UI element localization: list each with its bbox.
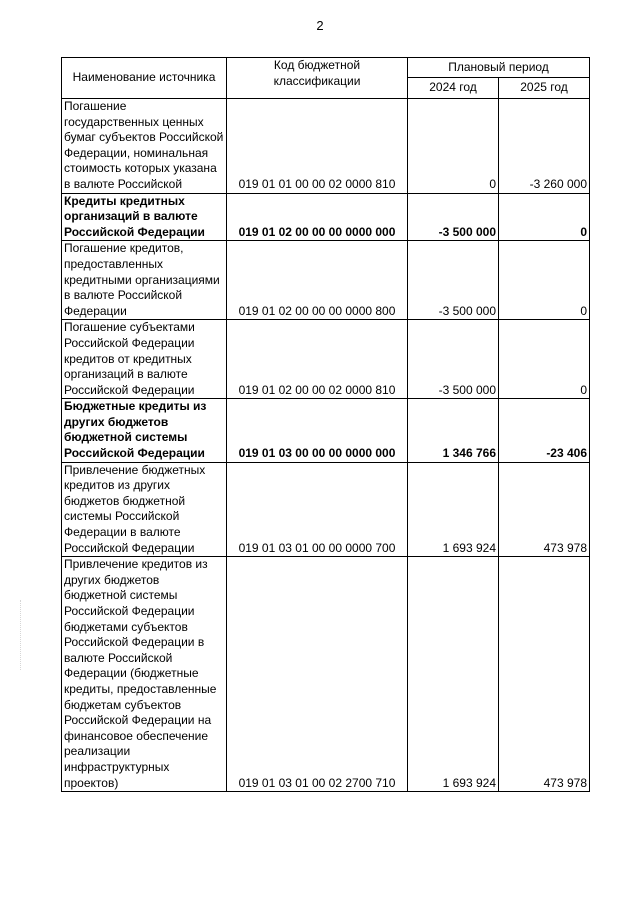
table-row xyxy=(62,399,590,462)
table-row xyxy=(62,320,590,399)
row-source-name: Привлечение кредитов из других бюджетов бюджетной системы Российской Федерации бюджетами субъектов Российской Федерации в валюте Российской Федерации (бюджетные кредиты, предоставленные бюджетам субъектов Российской Федерации на финансовое обеспечение реализации инфраструктурных проектов) xyxy=(62,557,227,792)
row-source-name: Бюджетные кредиты из других бюджетов бюджетной системы Российской Федерации xyxy=(62,399,227,462)
row-value-2024: 1 346 766 xyxy=(408,399,499,462)
row-budget-code: 019 01 02 00 00 00 0000 000 xyxy=(227,193,408,241)
row-value-2024: 1 693 924 xyxy=(408,557,499,792)
row-source-name: Кредиты кредитных организаций в валюте Российской Федерации xyxy=(62,193,227,241)
row-value-2024: 0 xyxy=(408,99,499,194)
row-budget-code: 019 01 01 00 00 02 0000 810 xyxy=(227,99,408,194)
table-row xyxy=(62,462,590,557)
budget-sources-table xyxy=(61,57,590,792)
row-source-name: Погашение кредитов, предоставленных кредитными организациями в валюте Российской Федерации xyxy=(62,241,227,320)
row-value-2024: 1 693 924 xyxy=(408,462,499,557)
header-year-2025: 2025 год xyxy=(499,78,590,99)
header-planning-period: Плановый период xyxy=(408,58,590,78)
row-value-2024: -3 500 000 xyxy=(408,193,499,241)
row-value-2025: 0 xyxy=(499,320,590,399)
row-budget-code: 019 01 02 00 00 00 0000 800 xyxy=(227,241,408,320)
table-row xyxy=(62,99,590,194)
row-value-2024: -3 500 000 xyxy=(408,241,499,320)
page-number: 2 xyxy=(316,18,324,33)
header-year-2024: 2024 год xyxy=(408,78,499,99)
row-source-name: Погашение государственных ценных бумаг субъектов Российской Федерации, номинальная стоимость которых указана в валюте Российской xyxy=(62,99,227,194)
row-value-2025: -23 406 xyxy=(499,399,590,462)
row-value-2024: -3 500 000 xyxy=(408,320,499,399)
row-budget-code: 019 01 02 00 00 02 0000 810 xyxy=(227,320,408,399)
binding-margin-mark xyxy=(20,600,23,670)
row-budget-code: 019 01 03 00 00 00 0000 000 xyxy=(227,399,408,462)
header-budget-code: Код бюджетной классификации xyxy=(227,58,408,99)
row-value-2025: 473 978 xyxy=(499,462,590,557)
row-source-name: Погашение субъектами Российской Федерации кредитов от кредитных организаций в валюте Российской Федерации xyxy=(62,320,227,399)
row-value-2025: 473 978 xyxy=(499,557,590,792)
row-value-2025: -3 260 000 xyxy=(499,99,590,194)
table-row xyxy=(62,557,590,792)
row-value-2025: 0 xyxy=(499,241,590,320)
header-source-name: Наименование источника xyxy=(62,58,227,99)
table-row xyxy=(62,193,590,241)
row-source-name: Привлечение бюджетных кредитов из других бюджетов бюджетной системы Российской Федерации в валюте Российской Федерации xyxy=(62,462,227,557)
row-budget-code: 019 01 03 01 00 02 2700 710 xyxy=(227,557,408,792)
row-budget-code: 019 01 03 01 00 00 0000 700 xyxy=(227,462,408,557)
row-value-2025: 0 xyxy=(499,193,590,241)
table-row xyxy=(62,241,590,320)
